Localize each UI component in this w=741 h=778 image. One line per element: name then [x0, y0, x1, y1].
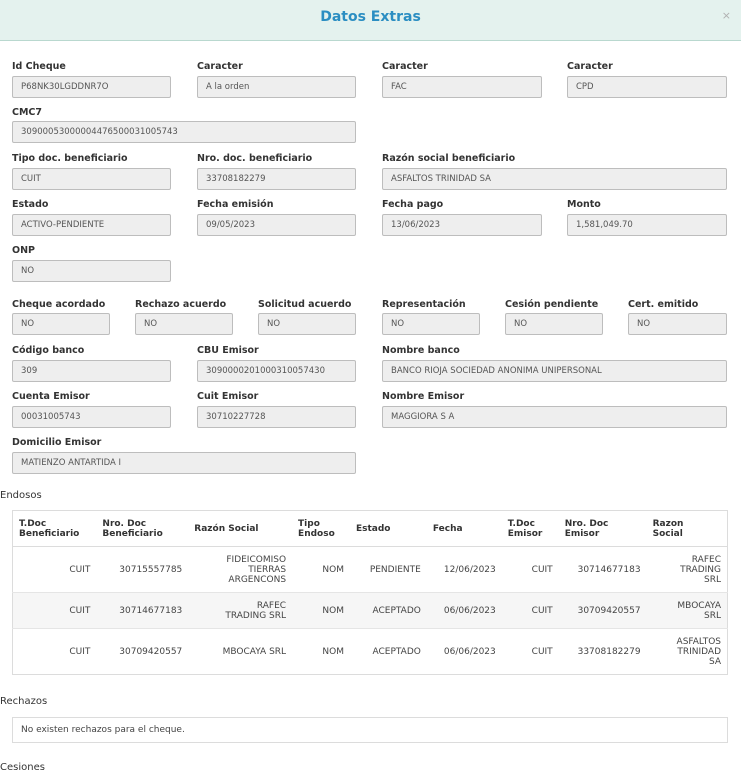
table-cell — [647, 547, 728, 593]
close-icon[interactable]: × — [721, 9, 731, 22]
cbu-emisor-field[interactable]: 3090000201000310057430 — [197, 360, 356, 382]
rechazo-acuerdo-label: Rechazo acuerdo — [135, 299, 227, 310]
nombre-banco-field[interactable]: BANCO RIOJA SOCIEDAD ANONIMA UNIPERSONAL — [382, 360, 727, 382]
column-header-label: Fecha — [432, 523, 463, 534]
estado-field[interactable]: ACTIVO-PENDIENTE — [12, 214, 171, 236]
fecha-pago-field[interactable]: 13/06/2023 — [382, 214, 542, 236]
cell-text: SRL — [704, 574, 721, 585]
table-cell — [292, 593, 350, 629]
cell-text: CUIT — [531, 605, 553, 616]
tipo-doc-beneficiario-label: Tipo doc. beneficiario — [12, 153, 128, 164]
table-cell — [13, 629, 97, 675]
column-header-label: Beneficiario — [102, 528, 163, 539]
domicilio-emisor-field[interactable]: MATIENZO ANTARTIDA I — [12, 452, 356, 474]
table-cell — [350, 593, 427, 629]
domicilio-emisor-label: Domicilio Emisor — [12, 437, 102, 448]
table-cell — [188, 593, 292, 629]
table-cell — [559, 629, 647, 675]
table-cell — [559, 593, 647, 629]
column-header-label: Emisor — [507, 528, 543, 539]
column-header-label: T.Doc — [19, 518, 47, 529]
cell-text: PENDIENTE — [369, 564, 421, 575]
solicitud-acuerdo-field[interactable]: NO — [258, 313, 356, 335]
cheque-acordado-label: Cheque acordado — [12, 299, 106, 310]
column-header[interactable] — [350, 511, 427, 547]
cell-text: 30709420557 — [119, 646, 183, 657]
cert-emitido-field[interactable]: NO — [628, 313, 727, 335]
caracter-label-1: Caracter — [197, 61, 243, 72]
cell-text: ACEPTADO — [372, 605, 421, 616]
cuenta-emisor-field[interactable]: 00031005743 — [12, 406, 171, 428]
caracter-field-2[interactable]: FAC — [382, 76, 542, 98]
column-header-label: Social — [652, 528, 683, 539]
cell-text: NOM — [322, 605, 344, 616]
cesion-pendiente-label: Cesión pendiente — [505, 299, 599, 310]
cell-text: 12/06/2023 — [443, 564, 496, 575]
endosos-title: Endosos — [0, 490, 42, 501]
razon-social-beneficiario-label: Razón social beneficiario — [382, 153, 516, 164]
cell-text: 06/06/2023 — [443, 646, 496, 657]
cell-text: RAFEC — [691, 554, 721, 565]
cell-text: ASFALTOS — [676, 636, 721, 647]
cell-text: 30709420557 — [577, 605, 641, 616]
table-cell — [96, 629, 188, 675]
table-cell — [502, 593, 559, 629]
onp-label: ONP — [12, 245, 35, 256]
cell-text: RAFEC — [256, 600, 287, 611]
fecha-emision-field[interactable]: 09/05/2023 — [197, 214, 356, 236]
solicitud-acuerdo-label: Solicitud acuerdo — [258, 299, 352, 310]
cell-text: NOM — [322, 564, 344, 575]
table-cell — [427, 629, 502, 675]
endosos-table — [12, 510, 728, 675]
cbu-emisor-label: CBU Emisor — [197, 345, 259, 356]
cell-text: CUIT — [531, 646, 553, 657]
column-header[interactable] — [96, 511, 188, 547]
cuit-emisor-label: Cuit Emisor — [197, 391, 259, 402]
column-header[interactable] — [13, 511, 97, 547]
id-cheque-label: Id Cheque — [12, 61, 66, 72]
table-cell — [647, 629, 728, 675]
column-header-label: T.Doc — [507, 518, 535, 529]
rechazos-title: Rechazos — [0, 696, 48, 707]
column-header[interactable] — [292, 511, 350, 547]
monto-field[interactable]: 1,581,049.70 — [567, 214, 727, 236]
cert-emitido-label: Cert. emitido — [628, 299, 699, 310]
fecha-emision-label: Fecha emisión — [197, 199, 274, 210]
cmc7-field[interactable]: 30900053000004476500031005743 — [12, 121, 356, 143]
cell-text: CUIT — [69, 564, 91, 575]
caracter-field-1[interactable]: A la orden — [197, 76, 356, 98]
cell-text: 30714677183 — [119, 605, 183, 616]
nombre-emisor-field[interactable]: MAGGIORA S A — [382, 406, 727, 428]
column-header-label: Razón Social — [194, 523, 259, 534]
column-header-label: Endoso — [298, 528, 335, 539]
column-header[interactable] — [647, 511, 728, 547]
table-row[interactable] — [13, 547, 728, 593]
table-cell — [292, 547, 350, 593]
table-cell — [13, 593, 97, 629]
cell-text: CUIT — [531, 564, 553, 575]
monto-label: Monto — [567, 199, 601, 210]
column-header[interactable] — [559, 511, 647, 547]
table-cell — [96, 547, 188, 593]
cell-text: TIERRAS — [248, 564, 287, 575]
table-cell — [188, 547, 292, 593]
column-header-label: Nro. Doc — [564, 518, 609, 529]
nro-doc-beneficiario-field[interactable]: 33708182279 — [197, 168, 356, 190]
cell-text: ACEPTADO — [372, 646, 421, 657]
cmc7-label: CMC7 — [12, 107, 43, 118]
table-row[interactable] — [13, 593, 728, 629]
table-header-row — [13, 511, 728, 547]
column-header-label: Razon — [652, 518, 684, 529]
table-cell — [96, 593, 188, 629]
table-row[interactable] — [13, 629, 728, 675]
cell-text: TRADING — [680, 564, 721, 575]
nombre-emisor-label: Nombre Emisor — [382, 391, 465, 402]
column-header[interactable] — [502, 511, 559, 547]
id-cheque-field[interactable]: P68NK30LGDDNR7O — [12, 76, 171, 98]
cell-text: 33708182279 — [577, 646, 641, 657]
table-cell — [559, 547, 647, 593]
rechazos-message: No existen rechazos para el cheque. — [12, 717, 728, 743]
caracter-label-2: Caracter — [382, 61, 428, 72]
table-cell — [647, 593, 728, 629]
cell-text: FIDEICOMISO — [226, 554, 287, 565]
table-cell — [427, 547, 502, 593]
table-cell — [350, 547, 427, 593]
cell-text: MBOCAYA — [677, 600, 721, 611]
onp-field[interactable]: NO — [12, 260, 171, 282]
cell-text: 06/06/2023 — [443, 605, 496, 616]
table-cell — [13, 547, 97, 593]
column-header-label: Emisor — [564, 528, 600, 539]
cell-text: TRINIDAD — [677, 646, 721, 657]
cell-text: ARGENCONS — [228, 574, 287, 585]
cell-text: CUIT — [69, 605, 91, 616]
cuenta-emisor-label: Cuenta Emisor — [12, 391, 90, 402]
table-cell — [502, 629, 559, 675]
representacion-field[interactable]: NO — [382, 313, 480, 335]
representacion-label: Representación — [382, 299, 466, 310]
cell-text: 30715557785 — [119, 564, 183, 575]
table-cell — [350, 629, 427, 675]
razon-social-beneficiario-field[interactable]: ASFALTOS TRINIDAD SA — [382, 168, 727, 190]
rechazo-acuerdo-field[interactable]: NO — [135, 313, 233, 335]
modal-title: Datos Extras — [320, 9, 421, 25]
caracter-label-3: Caracter — [567, 61, 613, 72]
column-header-label: Tipo — [298, 518, 320, 529]
modal-header — [0, 0, 741, 41]
nro-doc-beneficiario-label: Nro. doc. beneficiario — [197, 153, 313, 164]
cell-text: NOM — [322, 646, 344, 657]
table-cell — [292, 629, 350, 675]
estado-label: Estado — [12, 199, 49, 210]
codigo-banco-field[interactable]: 309 — [12, 360, 171, 382]
cell-text: CUIT — [69, 646, 91, 657]
table-cell — [188, 629, 292, 675]
column-header[interactable] — [427, 511, 502, 547]
tipo-doc-beneficiario-field[interactable]: CUIT — [12, 168, 171, 190]
column-header-label: Estado — [355, 523, 391, 534]
cuit-emisor-field[interactable]: 30710227728 — [197, 406, 356, 428]
fecha-pago-label: Fecha pago — [382, 199, 444, 210]
codigo-banco-label: Código banco — [12, 345, 85, 356]
column-header[interactable] — [188, 511, 292, 547]
table-cell — [427, 593, 502, 629]
column-header-label: Nro. Doc — [102, 518, 147, 529]
cesion-pendiente-field[interactable]: NO — [505, 313, 603, 335]
nombre-banco-label: Nombre banco — [382, 345, 460, 356]
caracter-field-3[interactable]: CPD — [567, 76, 727, 98]
cell-text: MBOCAYA SRL — [222, 646, 287, 657]
cell-text: 30714677183 — [577, 564, 641, 575]
cell-text: SRL — [704, 610, 721, 621]
cesiones-title: Cesiones — [0, 762, 45, 773]
column-header-label: Beneficiario — [19, 528, 80, 539]
cell-text: SA — [708, 656, 721, 667]
table-cell — [502, 547, 559, 593]
cheque-acordado-field[interactable]: NO — [12, 313, 110, 335]
cell-text: TRADING SRL — [225, 610, 287, 621]
